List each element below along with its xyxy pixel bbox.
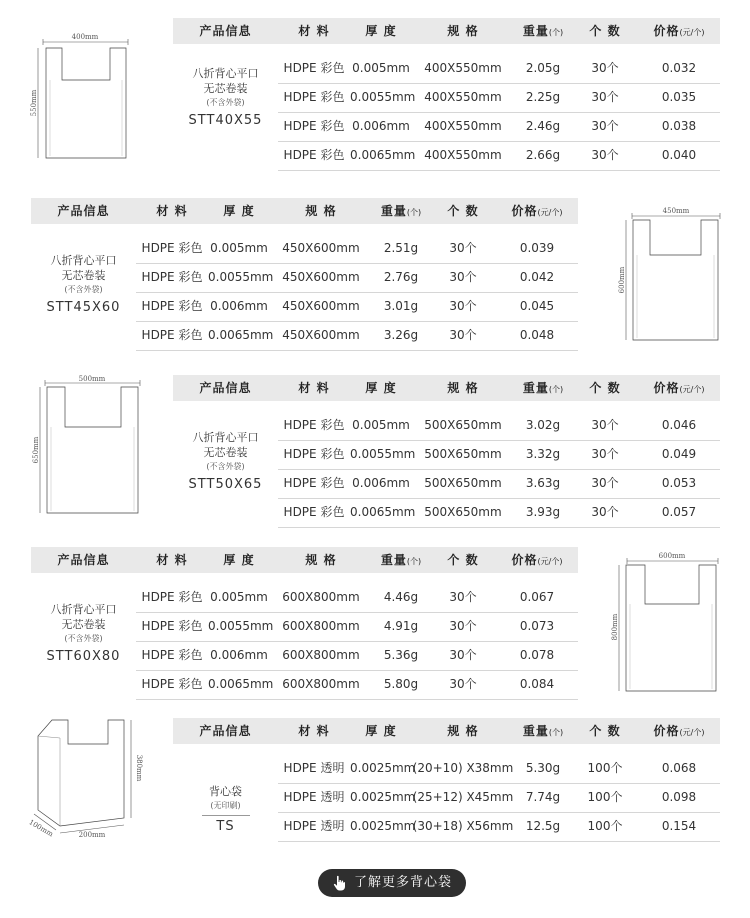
cell-material: HDPE 彩色 [141, 590, 203, 604]
product-name-line2: 无芯卷装 [61, 618, 106, 631]
col-price: 价格(元/个) [511, 204, 563, 218]
cell-material: HDPE 彩色 [283, 476, 345, 490]
vest-bag-outline [600, 198, 750, 358]
cell-thickness: 0.0055mm [208, 270, 274, 284]
cell-material: HDPE 透明 [283, 761, 345, 775]
cell-thickness: 0.0055mm [208, 619, 274, 633]
cell-price: 0.039 [519, 241, 555, 255]
col-count: 个 数 [589, 24, 621, 38]
col-price: 价格(元/个) [653, 381, 705, 395]
height-label: 600mm [618, 266, 626, 294]
product-name-line1: 八折背心平口 [50, 254, 117, 267]
cell-material: HDPE 彩色 [141, 270, 203, 284]
cell-spec: 450X600mm [282, 241, 360, 255]
table-row [278, 112, 720, 142]
cell-price: 0.032 [661, 61, 697, 75]
cell-count: 100个 [587, 790, 623, 804]
height-label: 800mm [611, 613, 619, 641]
col-product: 产品信息 [199, 381, 252, 395]
cell-count: 30个 [591, 61, 619, 75]
col-count: 个 数 [589, 724, 621, 738]
col-material: 材 料 [298, 24, 330, 38]
learn-more-label: 了解更多背心袋 [353, 875, 452, 890]
table-row [278, 54, 720, 84]
col-price: 价格(元/个) [511, 553, 563, 567]
product-name-line1: 八折背心平口 [50, 603, 117, 616]
cell-count: 30个 [449, 619, 477, 633]
table-row [136, 612, 578, 642]
product-section-stt45x60 [0, 198, 750, 353]
col-price: 价格(元/个) [653, 24, 705, 38]
cell-price: 0.084 [519, 677, 555, 691]
cell-price: 0.042 [519, 270, 555, 284]
product-info [31, 602, 136, 668]
cell-weight: 4.91g [383, 619, 419, 633]
cell-thickness: 0.005mm [352, 61, 410, 75]
cell-weight: 5.36g [383, 648, 419, 662]
cell-thickness: 0.0025mm [350, 790, 416, 804]
cell-price: 0.057 [661, 505, 697, 519]
cell-weight: 5.80g [383, 677, 419, 691]
cell-count: 100个 [587, 819, 623, 833]
cell-count: 30个 [591, 119, 619, 133]
table-row [278, 83, 720, 113]
cell-spec: 500X650mm [424, 418, 502, 432]
col-count: 个 数 [447, 553, 479, 567]
vest-bag-3d-outline [0, 718, 150, 848]
cell-price: 0.053 [661, 476, 697, 490]
product-name-line2: 无芯卷装 [203, 82, 248, 95]
cell-count: 30个 [591, 90, 619, 104]
cell-weight: 3.26g [383, 328, 419, 342]
cell-material: HDPE 彩色 [283, 505, 345, 519]
cell-price: 0.049 [661, 447, 697, 461]
cell-material: HDPE 彩色 [283, 447, 345, 461]
product-info [173, 66, 278, 132]
product-info [173, 784, 278, 838]
product-code: STT50X65 [188, 477, 263, 492]
col-product: 产品信息 [199, 724, 252, 738]
table-header [31, 198, 578, 224]
cell-spec: (30+18) X56mm [412, 819, 514, 833]
table-header [173, 718, 720, 744]
cell-count: 30个 [591, 476, 619, 490]
cell-count: 100个 [587, 761, 623, 775]
cell-material: HDPE 透明 [283, 819, 345, 833]
product-name-line2: 无芯卷装 [61, 269, 106, 282]
cell-spec: 500X650mm [424, 476, 502, 490]
cell-material: HDPE 彩色 [141, 299, 203, 313]
cell-price: 0.040 [661, 148, 697, 162]
col-weight: 重量(个) [522, 24, 564, 38]
cell-count: 30个 [591, 505, 619, 519]
cell-price: 0.038 [661, 119, 697, 133]
cell-thickness: 0.0065mm [208, 328, 274, 342]
cell-spec: 400X550mm [424, 119, 502, 133]
cell-weight: 2.05g [525, 61, 561, 75]
table-row [136, 583, 578, 613]
height-label: 650mm [32, 436, 40, 464]
depth-label: 100mm [27, 818, 55, 839]
cell-count: 30个 [449, 648, 477, 662]
cell-spec: 600X800mm [282, 590, 360, 604]
col-thickness: 厚 度 [223, 553, 255, 567]
bag-diagram [600, 198, 750, 362]
cell-weight: 2.25g [525, 90, 561, 104]
vest-bag-outline [0, 375, 150, 535]
col-product: 产品信息 [57, 204, 110, 218]
cell-material: HDPE 彩色 [141, 648, 203, 662]
cell-count: 30个 [449, 241, 477, 255]
cell-material: HDPE 彩色 [283, 90, 345, 104]
col-product: 产品信息 [199, 24, 252, 38]
cell-spec: 450X600mm [282, 299, 360, 313]
product-name-line1: 背心袋 [209, 785, 242, 798]
cell-count: 30个 [591, 148, 619, 162]
table-row [278, 812, 720, 842]
product-code: STT60X80 [46, 649, 121, 664]
cell-thickness: 0.006mm [210, 299, 268, 313]
width-label: 200mm [78, 831, 106, 839]
col-spec: 规 格 [447, 24, 479, 38]
cell-material: HDPE 彩色 [283, 418, 345, 432]
height-label: 380mm [135, 754, 143, 782]
col-weight: 重量(个) [380, 204, 422, 218]
col-thickness: 厚 度 [365, 724, 397, 738]
cell-weight: 3.32g [525, 447, 561, 461]
cell-spec: 500X650mm [424, 447, 502, 461]
cell-weight: 3.02g [525, 418, 561, 432]
cell-spec: 500X650mm [424, 505, 502, 519]
cell-thickness: 0.0055mm [350, 447, 416, 461]
width-label: 600mm [658, 552, 686, 560]
table-row [136, 234, 578, 264]
col-thickness: 厚 度 [365, 24, 397, 38]
cell-weight: 4.46g [383, 590, 419, 604]
width-label: 500mm [78, 375, 106, 383]
cell-material: HDPE 彩色 [141, 328, 203, 342]
cell-weight: 7.74g [525, 790, 561, 804]
cell-weight: 2.76g [383, 270, 419, 284]
vest-bag-outline [0, 18, 150, 178]
col-spec: 规 格 [447, 724, 479, 738]
cell-material: HDPE 彩色 [283, 61, 345, 75]
cell-weight: 3.93g [525, 505, 561, 519]
cell-thickness: 0.005mm [210, 241, 268, 255]
hand-pointer-icon [330, 874, 348, 892]
product-name-line1: 八折背心平口 [192, 67, 259, 80]
col-material: 材 料 [156, 553, 188, 567]
bag-diagram [0, 718, 150, 852]
cell-count: 30个 [449, 590, 477, 604]
cell-thickness: 0.006mm [210, 648, 268, 662]
vest-bag-outline [600, 547, 750, 707]
col-price: 价格(元/个) [653, 724, 705, 738]
height-label: 550mm [30, 89, 38, 117]
cell-price: 0.078 [519, 648, 555, 662]
table-row [136, 321, 578, 351]
product-section-stt50x65 [0, 375, 750, 530]
table-header [173, 18, 720, 44]
cell-weight: 2.46g [525, 119, 561, 133]
cell-price: 0.045 [519, 299, 555, 313]
col-thickness: 厚 度 [365, 381, 397, 395]
cell-price: 0.067 [519, 590, 555, 604]
product-code: STT40X55 [188, 113, 263, 128]
cell-count: 30个 [449, 677, 477, 691]
col-material: 材 料 [298, 381, 330, 395]
cell-thickness: 0.006mm [352, 476, 410, 490]
cell-spec: (25+12) X45mm [412, 790, 514, 804]
cell-thickness: 0.0065mm [350, 505, 416, 519]
cell-material: HDPE 彩色 [141, 619, 203, 633]
cell-material: HDPE 透明 [283, 790, 345, 804]
width-label: 400mm [71, 33, 99, 41]
cell-thickness: 0.005mm [210, 590, 268, 604]
cell-spec: 600X800mm [282, 648, 360, 662]
product-section-ts [0, 718, 750, 848]
cell-weight: 2.66g [525, 148, 561, 162]
col-material: 材 料 [298, 724, 330, 738]
col-weight: 重量(个) [522, 724, 564, 738]
table-row [278, 469, 720, 499]
cell-weight: 5.30g [525, 761, 561, 775]
col-count: 个 数 [447, 204, 479, 218]
table-row [278, 498, 720, 528]
width-label: 450mm [662, 207, 690, 215]
cell-material: HDPE 彩色 [283, 148, 345, 162]
table-row [278, 440, 720, 470]
cell-price: 0.073 [519, 619, 555, 633]
product-note: (不含外袋) [64, 634, 103, 643]
cell-spec: 600X800mm [282, 619, 360, 633]
cell-count: 30个 [591, 418, 619, 432]
col-spec: 规 格 [305, 553, 337, 567]
cell-count: 30个 [449, 270, 477, 284]
product-info [173, 430, 278, 496]
cell-price: 0.035 [661, 90, 697, 104]
table-header [173, 375, 720, 401]
table-row [278, 783, 720, 813]
col-weight: 重量(个) [522, 381, 564, 395]
cell-weight: 3.63g [525, 476, 561, 490]
col-thickness: 厚 度 [223, 204, 255, 218]
cell-thickness: 0.005mm [352, 418, 410, 432]
bag-diagram [0, 18, 150, 182]
cell-weight: 2.51g [383, 241, 419, 255]
table-row [136, 263, 578, 293]
cell-spec: 450X600mm [282, 270, 360, 284]
table-row [136, 641, 578, 671]
cell-thickness: 0.0025mm [350, 819, 416, 833]
product-section-stt40x55 [0, 18, 750, 173]
cell-thickness: 0.0055mm [350, 90, 416, 104]
product-name-line1: 八折背心平口 [192, 431, 259, 444]
learn-more-button[interactable] [318, 869, 466, 897]
cell-material: HDPE 彩色 [283, 119, 345, 133]
cell-material: HDPE 彩色 [141, 677, 203, 691]
cell-spec: (20+10) X38mm [412, 761, 514, 775]
table-row [278, 411, 720, 441]
col-material: 材 料 [156, 204, 188, 218]
table-header [31, 547, 578, 573]
col-spec: 规 格 [305, 204, 337, 218]
table-row [278, 754, 720, 784]
col-count: 个 数 [589, 381, 621, 395]
cell-count: 30个 [591, 447, 619, 461]
cell-spec: 400X550mm [424, 148, 502, 162]
cell-count: 30个 [449, 328, 477, 342]
cell-spec: 400X550mm [424, 61, 502, 75]
cell-price: 0.098 [661, 790, 697, 804]
product-info [31, 253, 136, 319]
cell-price: 0.154 [661, 819, 697, 833]
cell-thickness: 0.006mm [352, 119, 410, 133]
cell-spec: 450X600mm [282, 328, 360, 342]
cell-weight: 12.5g [525, 819, 561, 833]
cell-spec: 600X800mm [282, 677, 360, 691]
cell-thickness: 0.0065mm [350, 148, 416, 162]
col-weight: 重量(个) [380, 553, 422, 567]
cell-price: 0.046 [661, 418, 697, 432]
cell-thickness: 0.0025mm [350, 761, 416, 775]
cell-thickness: 0.0065mm [208, 677, 274, 691]
cell-count: 30个 [449, 299, 477, 313]
table-row [136, 670, 578, 700]
table-row [278, 141, 720, 171]
product-name-line2: 无芯卷装 [203, 446, 248, 459]
table-row [136, 292, 578, 322]
col-product: 产品信息 [57, 553, 110, 567]
product-note: (不含外袋) [64, 285, 103, 294]
cell-weight: 3.01g [383, 299, 419, 313]
bag-diagram [600, 547, 750, 711]
product-note: (无印刷) [210, 801, 241, 810]
bag-diagram [0, 375, 150, 539]
col-spec: 规 格 [447, 381, 479, 395]
product-section-stt60x80 [0, 547, 750, 702]
product-code: STT45X60 [46, 300, 121, 315]
cell-spec: 400X550mm [424, 90, 502, 104]
cell-price: 0.068 [661, 761, 697, 775]
product-note: (不含外袋) [206, 462, 245, 471]
product-note: (不含外袋) [206, 98, 245, 107]
cell-price: 0.048 [519, 328, 555, 342]
product-code: TS [216, 819, 235, 834]
cell-material: HDPE 彩色 [141, 241, 203, 255]
